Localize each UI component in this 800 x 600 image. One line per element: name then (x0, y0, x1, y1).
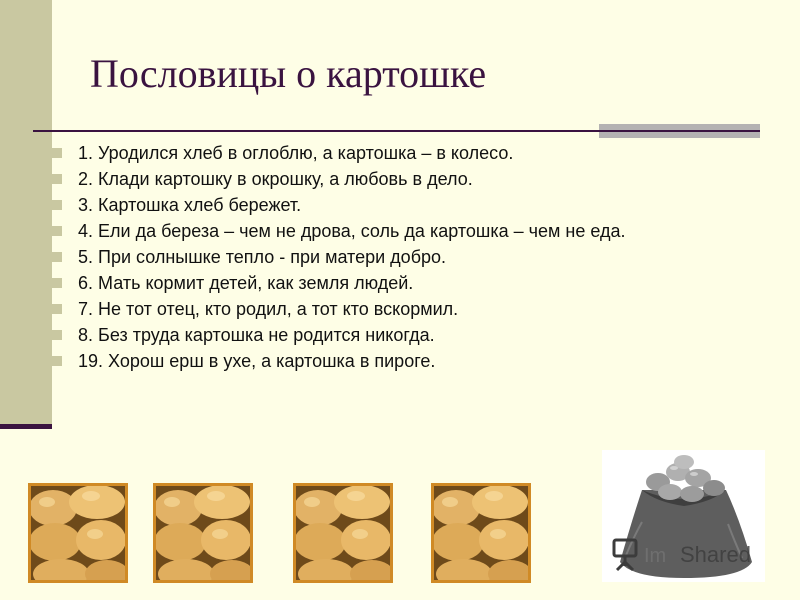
bullet-icon (52, 356, 62, 366)
proverb-text: 3. Картошка хлеб бережет. (78, 194, 302, 215)
bullet-icon (52, 278, 62, 288)
left-accent-bar-foot (0, 424, 52, 429)
proverb-list (52, 140, 625, 374)
proverb-item (52, 244, 625, 270)
proverb-item (52, 166, 625, 192)
proverb-text: 5. При солнышке тепло - при матери добро. (78, 246, 447, 267)
proverb-text: 4. Ели да береза – чем не дрова, соль да картошка – чем не еда. (78, 220, 626, 241)
shared-watermark (612, 538, 764, 572)
bullet-icon (52, 174, 62, 184)
proverb-item (52, 296, 625, 322)
potato-photo (293, 483, 393, 583)
proverb-item (52, 348, 625, 374)
potato-icon (156, 486, 250, 580)
potato-photo (153, 483, 253, 583)
proverb-text: 19. Хорош ерш в ухе, а картошка в пироге. (78, 350, 436, 371)
potato-photo (28, 483, 128, 583)
proverb-item (52, 218, 625, 244)
bullet-icon (52, 304, 62, 314)
svg-text:Shared: Shared (680, 542, 751, 567)
presentation-icon (612, 538, 764, 572)
bullet-icon (52, 252, 62, 262)
proverb-text: 1. Уродился хлеб в оглоблю, а картошка – в колесо. (78, 142, 514, 163)
proverb-text: 2. Клади картошку в окрошку, а любовь в дело. (78, 168, 473, 189)
potato-icon (296, 486, 390, 580)
proverb-text: 8. Без труда картошка не родится никогда. (78, 324, 435, 345)
bullet-icon (52, 148, 62, 158)
bullet-icon (52, 200, 62, 210)
title-divider-accent-line (599, 130, 760, 132)
slide-title: Пословицы о картошке (90, 51, 487, 96)
bullet-icon (52, 226, 62, 236)
potato-photo (431, 483, 531, 583)
bullet-icon (52, 330, 62, 340)
proverb-text: 6. Мать кормит детей, как земля людей. (78, 272, 414, 293)
proverb-item (52, 322, 625, 348)
potato-icon (31, 486, 125, 580)
proverb-item (52, 140, 625, 166)
potato-icon (434, 486, 528, 580)
proverb-item (52, 270, 625, 296)
proverb-text: 7. Не тот отец, кто родил, а тот кто вскормил. (78, 298, 459, 319)
left-accent-bar (0, 0, 52, 425)
proverb-item (52, 192, 625, 218)
svg-text:Im: Im (644, 545, 667, 567)
